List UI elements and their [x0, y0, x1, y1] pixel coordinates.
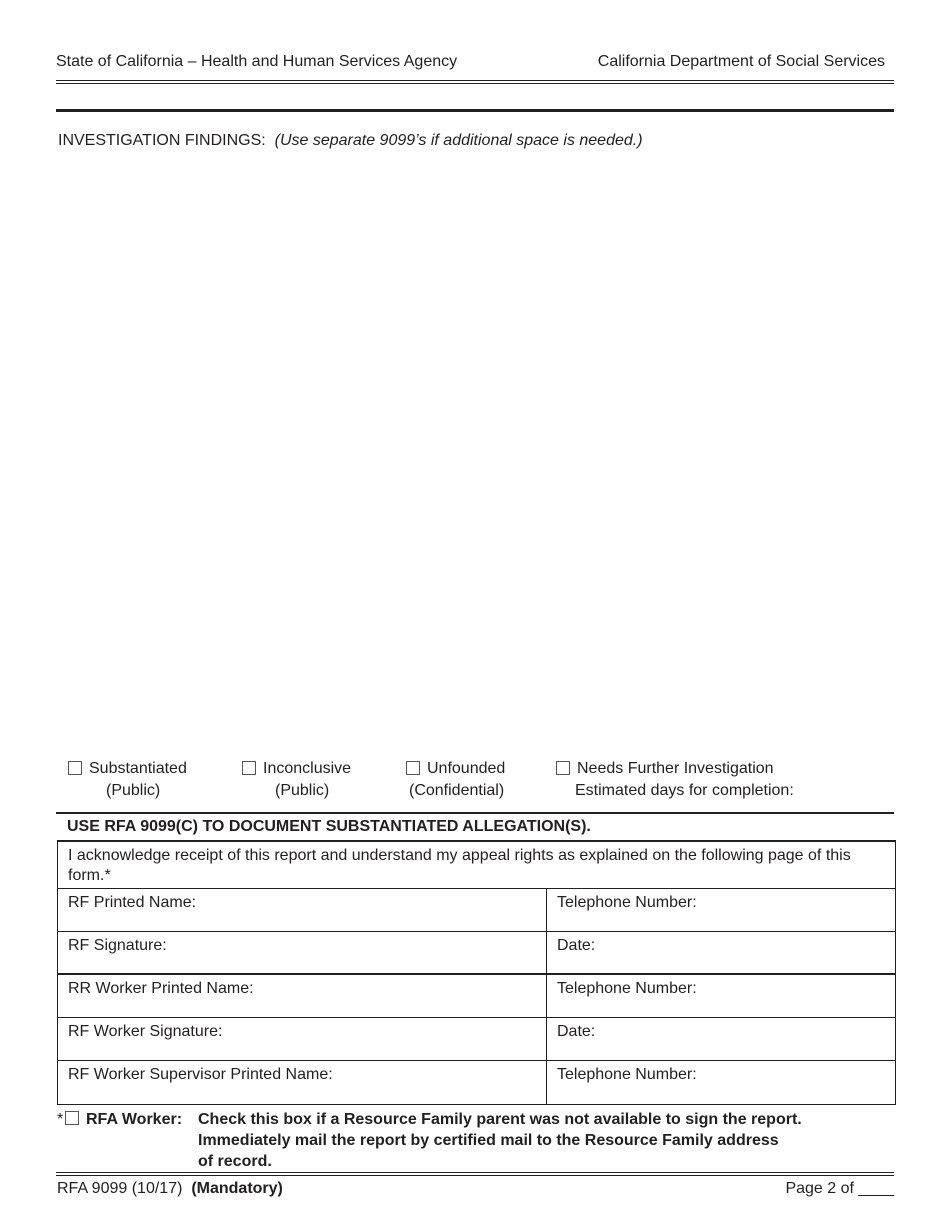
form-id — [57, 1180, 283, 1198]
rf-telephone-field[interactable]: Telephone Number: — [557, 894, 697, 911]
rfa-worker-note-line-1: Check this box if a Resource Family parent was not available to sign the report. — [198, 1111, 802, 1128]
department-name: California Department of Social Services — [597, 53, 885, 70]
rf-printed-name-field[interactable]: RF Printed Name: — [58, 889, 547, 931]
supervisor-printed-name-field[interactable]: RF Worker Supervisor Printed Name: — [58, 1061, 547, 1104]
unfounded-checkbox[interactable] — [406, 761, 420, 775]
substantiated-checkbox[interactable] — [68, 761, 82, 775]
findings-note: (Use separate 9099’s if additional space is needed.) — [274, 132, 643, 149]
table-row — [58, 932, 895, 975]
needs-investigation-checkbox[interactable] — [556, 761, 570, 775]
table-row — [58, 1018, 895, 1061]
rfa-worker-note-line-3: of record. — [198, 1153, 272, 1170]
rr-worker-printed-name-field[interactable]: RR Worker Printed Name: — [58, 975, 547, 1017]
section-rule — [56, 812, 894, 814]
acknowledgement-row — [58, 842, 895, 889]
needs-investigation-label: Needs Further Investigation — [577, 760, 774, 777]
rf-signature-field[interactable]: RF Signature: — [58, 932, 547, 973]
header-rule-thin — [56, 80, 894, 81]
rr-worker-telephone-field[interactable]: Telephone Number: — [557, 980, 697, 997]
asterisk-marker: * — [57, 1111, 64, 1128]
unfounded-label: Unfounded — [427, 760, 506, 777]
findings-label: INVESTIGATION FINDINGS: — [58, 132, 266, 149]
footer-rule-thin — [56, 1172, 894, 1173]
substantiated-label: Substantiated — [89, 760, 187, 777]
inconclusive-label: Inconclusive — [263, 760, 352, 777]
rfa-worker-label: RFA Worker: — [86, 1111, 183, 1128]
estimated-days-label: Estimated days for completion: — [575, 782, 794, 799]
agency-name: State of California – Health and Human Services Agency — [56, 53, 458, 70]
header-rule-thin-2 — [56, 83, 894, 84]
table-row — [58, 1061, 895, 1104]
substantiated-sublabel: (Public) — [106, 782, 161, 799]
table-row — [58, 975, 895, 1018]
inconclusive-sublabel: (Public) — [275, 782, 330, 799]
use-rfa-instruction: USE RFA 9099(C) TO DOCUMENT SUBSTANTIATED ALLEGATION(S). — [67, 818, 591, 835]
rfa-worker-note-line-2: Immediately mail the report by certified mail to the Resource Family address — [198, 1132, 779, 1149]
findings-heading — [58, 132, 643, 150]
rf-date-field[interactable]: Date: — [557, 937, 596, 954]
header-rule-thick — [56, 109, 894, 112]
acknowledgement-text: I acknowledge receipt of this report and understand my appeal rights as explained on the following page of this form.* — [68, 847, 851, 884]
acknowledgement-table — [57, 840, 896, 1105]
footer-rule-thin-2 — [56, 1175, 894, 1176]
rf-worker-signature-field[interactable]: RF Worker Signature: — [58, 1018, 547, 1060]
table-row — [58, 889, 895, 932]
rf-worker-date-field[interactable]: Date: — [557, 1023, 596, 1040]
rf-unavailable-checkbox[interactable] — [65, 1111, 79, 1125]
supervisor-telephone-field[interactable]: Telephone Number: — [557, 1066, 697, 1083]
findings-text-area[interactable] — [56, 160, 894, 750]
mandatory-label: (Mandatory) — [191, 1180, 283, 1197]
unfounded-sublabel: (Confidential) — [409, 782, 505, 799]
inconclusive-checkbox[interactable] — [242, 761, 256, 775]
form-number: RFA 9099 (10/17) — [57, 1180, 183, 1197]
page-number: Page 2 of ____ — [785, 1180, 894, 1197]
